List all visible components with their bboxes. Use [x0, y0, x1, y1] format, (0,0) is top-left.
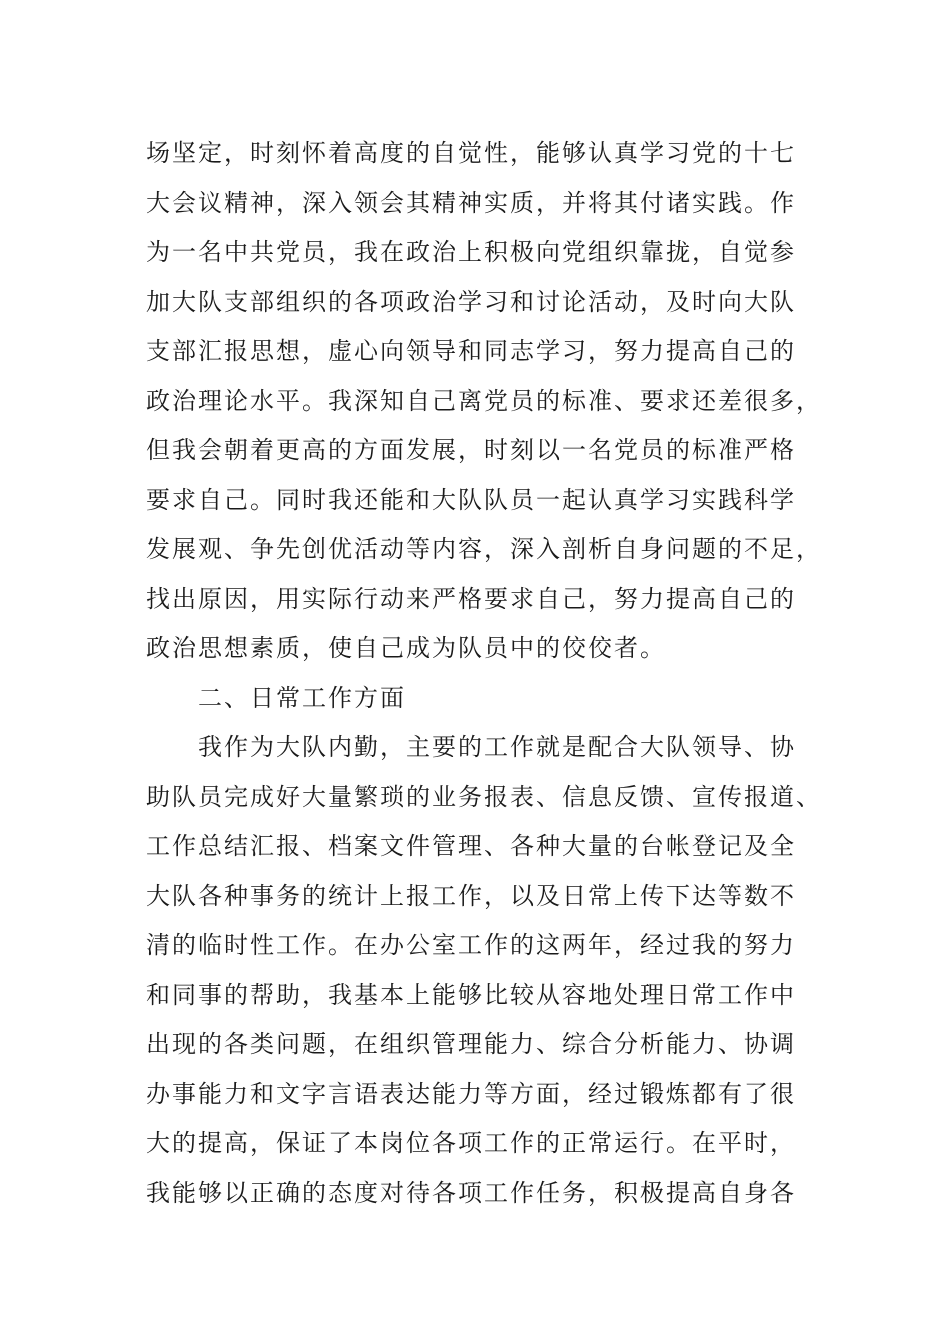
body-line: 为一名中共党员，我在政治上积极向党组织靠拢，自觉参 — [146, 238, 796, 266]
section-heading: 二、日常工作方面 — [198, 683, 406, 712]
body-line: 工作总结汇报、档案文件管理、各种大量的台帐登记及全 — [146, 832, 796, 860]
document-body — [146, 129, 826, 1218]
paragraph-first-line: 我作为大队内勤，主要的工作就是配合大队领导、协 — [198, 733, 796, 761]
body-line: 发展观、争先创优活动等内容，深入剖析自身问题的不足， — [146, 535, 822, 563]
body-line: 政治理论水平。我深知自己离党员的标准、要求还差很多， — [146, 386, 822, 415]
body-line: 场坚定，时刻怀着高度的自觉性，能够认真学习党的十七 — [146, 139, 796, 167]
body-line: 我能够以正确的态度对待各项工作任务，积极提高自身各 — [146, 1178, 796, 1207]
body-line: 出现的各类问题，在组织管理能力、综合分析能力、协调 — [146, 1030, 796, 1058]
body-line: 和同事的帮助，我基本上能够比较从容地处理日常工作中 — [146, 980, 796, 1009]
body-line: 支部汇报思想，虚心向领导和同志学习，努力提高自己的 — [146, 337, 796, 365]
body-line: 大队各种事务的统计上报工作，以及日常上传下达等数不 — [146, 881, 796, 910]
body-line: 政治思想素质，使自己成为队员中的佼佼者。 — [146, 634, 666, 662]
body-line: 但我会朝着更高的方面发展，时刻以一名党员的标准严格 — [146, 436, 796, 464]
body-line: 办事能力和文字言语表达能力等方面，经过锻炼都有了很 — [146, 1079, 796, 1108]
body-line: 大会议精神，深入领会其精神实质，并将其付诸实践。作 — [146, 188, 796, 217]
body-line: 要求自己。同时我还能和大队队员一起认真学习实践科学 — [146, 485, 796, 514]
body-line: 大的提高，保证了本岗位各项工作的正常运行。在平时， — [146, 1129, 796, 1157]
body-line: 清的临时性工作。在办公室工作的这两年，经过我的努力 — [146, 931, 796, 959]
body-line: 找出原因，用实际行动来严格要求自己，努力提高自己的 — [146, 584, 796, 613]
body-line: 加大队支部组织的各项政治学习和讨论活动，及时向大队 — [146, 287, 796, 316]
body-line: 助队员完成好大量繁琐的业务报表、信息反馈、宣传报道、 — [146, 782, 822, 811]
